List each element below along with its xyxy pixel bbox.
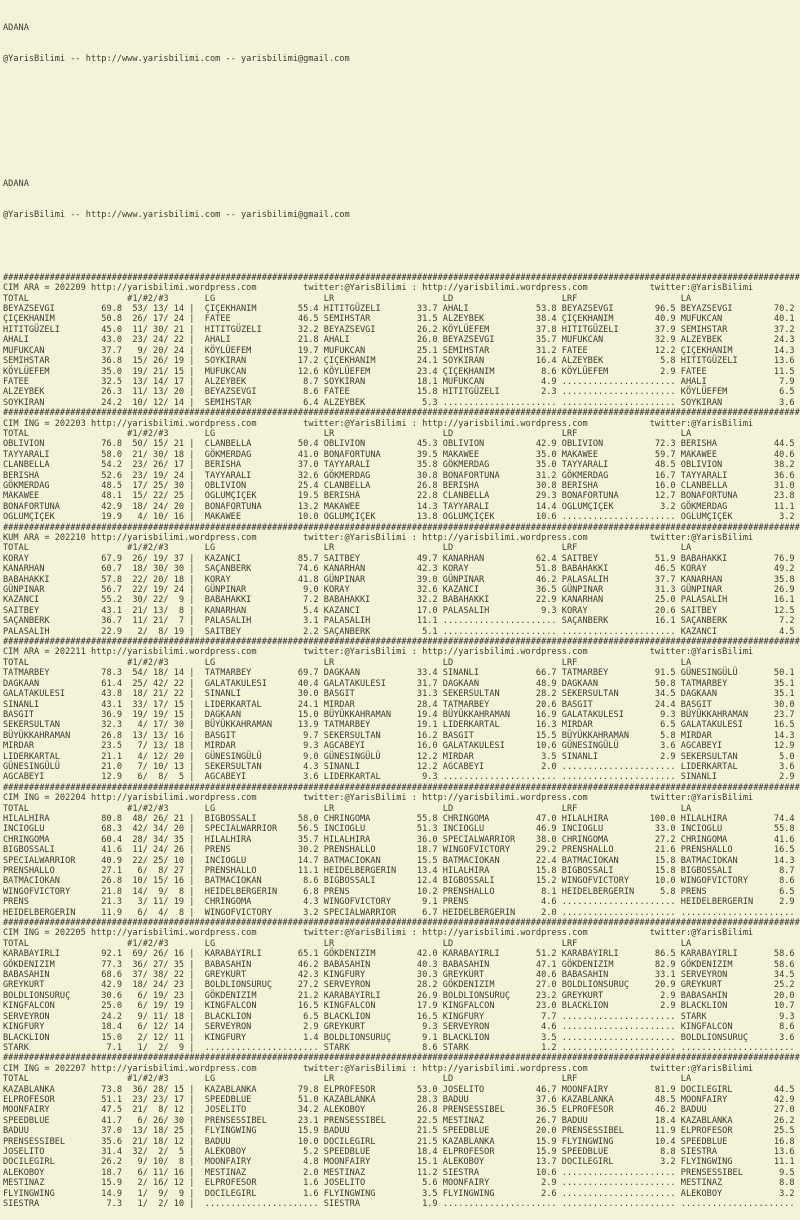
report-section — [3, 523, 800, 637]
data-row: MOONFAIRY 47.5 21/ 8/ 12 | JOSELITO 34.2 ALEKOBOY 26.8 PRENSESSIBEL 36.5 ELPROFESOR 46.2 BADUU 27.0 — [3, 1105, 795, 1116]
data-row: ALEKOBOY 18.7 6/ 11/ 16 | MESTINAZ 2.0 MESTINAZ 11.2 SIESTRA 10.6 ...................... PRENSESSIBEL 9.5 — [3, 1167, 795, 1178]
blank-line — [3, 117, 800, 127]
report-section — [3, 1053, 800, 1209]
separator-line: ########################################################################################################################################################## — [3, 522, 800, 533]
data-row: SAÇANBERK 36.7 11/ 21/ 7 | PALASALIH 3.1 PALASALIH 11.1 ...................... SAÇANBERK 16.1 SAÇANBERK 7.2 — [3, 616, 795, 627]
data-row: SEMIHSTAR 36.8 15/ 26/ 19 | SOYKIRAN 17.2 ÇIÇEKHANIM 24.1 SOYKIRAN 16.4 ALZEYBEK 5.8 HITITGÜZELI 13.6 — [3, 356, 795, 367]
data-row: DOCILEGIRL 26.2 9/ 10/ 8 | MOONFAIRY 4.8 MOONFAIRY 15.1 ALEKOBOY 13.7 DOCILEGIRL 3.2 FLYINGWING 11.1 — [3, 1157, 795, 1168]
masthead-city: ADANA — [3, 22, 29, 33]
data-row: SPEEDBLUE 41.7 6/ 26/ 30 | PRENSESSIBEL 23.1 PRENSESSIBEL 22.5 MESTINAZ 26.7 BADUU 18.4 KAZABLANKA 26.2 — [3, 1115, 795, 1126]
section-title-line: KUM ARA = 202210 http://yarisbilimi.wordpress.com twitter:@YarisBilimi : http://yarisbilimi.wordpress.com twitter:@YarisBilimi — [3, 533, 754, 543]
data-row: KINGFALCON 25.0 6/ 19/ 19 | KINGFALCON 16.5 KINGFALCON 17.9 KINGFALCON 23.0 BLACKLION 2.9 BLACKLION 10.7 — [3, 1001, 795, 1012]
blank-line — [3, 242, 800, 252]
data-row: KARABAYIRLI 92.1 69/ 26/ 16 | KARABAYIRLI 65.1 GÖKDENIZIM 42.0 KARABAYIRLI 51.2 KARABAYIRLI 86.5 KARABAYIRLI 58.6 — [3, 949, 795, 960]
column-header-line: TOTAL #1/#2/#3 LG LR LD LRF LA — [3, 293, 692, 304]
data-row: SOYKIRAN 24.2 10/ 12/ 14 | SEMIHSTAR 6.4 ALZEYBEK 5.3 ...................... ...................... SOYKIRAN 3.6 — [3, 397, 795, 408]
data-row: BATMACIOKAN 26.8 10/ 15/ 16 | BATMACIOKAN 8.6 BIGBOSSALI 12.4 BIGBOSSALI 15.2 WINGOFVICTORY 10.0 WINGOFVICTORY 8.6 — [3, 876, 795, 887]
section-title-line: CIM ING = 202204 http://yarisbilimi.wordpress.com twitter:@YarisBilimi : http://yarisbilimi.wordpress.com twitter:@YarisBilimi — [3, 793, 754, 804]
column-header-line: TOTAL #1/#2/#3 LG LR LD LRF LA — [3, 543, 692, 554]
data-row: JOSELITO 31.4 32/ 2/ 5 | ALEKOBOY 5.2 SPEEDBLUE 18.4 ELPROFESOR 15.9 SPEEDBLUE 8.8 SIESTRA 13.6 — [3, 1146, 795, 1157]
data-row: PALASALIH 22.9 2/ 8/ 19 | SAITBEY 2.2 SAÇANBERK 5.1 ...................... ...................... KAZANCI 4.5 — [3, 626, 795, 637]
data-row: TAYYARALI 58.0 21/ 30/ 18 | GÖKMERDAG 41.0 BONAFORTUNA 39.5 MAKAWEE 35.0 MAKAWEE 59.7 MAKAWEE 40.6 — [3, 449, 795, 460]
data-row: HEIDELBERGERIN 11.9 6/ 4/ 8 | WINGOFVICTORY 3.2 SPECIALWARRIOR 6.7 HEIDELBERGERIN 2.0 ...................... ...................... — [3, 907, 795, 918]
data-row: CLANBELLA 54.2 23/ 26/ 17 | BERISHA 37.0 TAYYARALI 35.8 GÖKMERDAG 35.0 TAYYARALI 48.5 OBLIVION 38.2 — [3, 460, 795, 471]
separator-line: ########################################################################################################################################################## — [3, 408, 800, 419]
column-header-line: TOTAL #1/#2/#3 LG LR LD LRF LA — [3, 428, 692, 439]
data-row: BABAHAKKI 57.8 22/ 20/ 18 | KORAY 41.8 GÜNPINAR 39.0 GÜNPINAR 46.2 PALASALIH 37.7 KANARHAN 35.8 — [3, 574, 795, 585]
data-row: BEYAZSEVGI 69.8 53/ 13/ 14 | ÇIÇEKHANIM 55.4 HITITGÜZELI 33.7 AHALI 53.8 BEYAZSEVGI 96.5 BEYAZSEVGI 70.2 — [3, 304, 795, 315]
report-sections — [3, 273, 800, 1210]
data-row: BIGBOSSALI 41.6 11/ 24/ 26 | PRENS 30.2 PRENSHALLO 18.7 WINGOFVICTORY 29.2 PRENSHALLO 21.6 PRENSHALLO 16.5 — [3, 845, 795, 856]
column-header-line: TOTAL #1/#2/#3 LG LR LD LRF LA — [3, 657, 692, 668]
data-row: OBLIVION 76.8 50/ 15/ 21 | CLANBELLA 50.4 OBLIVION 45.3 OBLIVION 42.9 OBLIVION 72.3 BERISHA 44.5 — [3, 439, 795, 450]
data-row: SINANLI 43.1 33/ 17/ 15 | LIDERKARTAL 24.1 MIRDAR 28.4 TATMARBEY 20.6 BASGIT 24.4 BASGIT 30.0 — [3, 699, 795, 710]
section-title-line: CIM ARA = 202209 http://yarisbilimi.wordpress.com twitter:@YarisBilimi : http://yarisbilimi.wordpress.com twitter:@YarisBilimi — [3, 283, 754, 294]
data-row: PRENSESSIBEL 35.6 21/ 18/ 12 | BADUU 10.0 DOCILEGIRL 21.5 KAZABLANKA 15.9 FLYINGWING 10.4 SPEEDBLUE 16.8 — [3, 1136, 795, 1147]
section-title-line: CIM ARA = 202211 http://yarisbilimi.wordpress.com twitter:@YarisBilimi : http://yarisbilimi.wordpress.com twitter:@YarisBilimi — [3, 647, 754, 658]
data-row: INCIOGLU 68.3 42/ 34/ 20 | SPECIALWARRIOR 56.5 INCIOGLU 51.3 INCIOGLU 46.9 INCIOGLU 33.0 INCIOGLU 55.8 — [3, 824, 795, 835]
data-row: GREYKURT 42.9 18/ 24/ 23 | BOLDLIONSURUÇ 27.2 SERVEYRON 28.2 GÖKDENIZIM 27.0 BOLDLIONSURUÇ 20.9 GREYKURT 25.2 — [3, 980, 795, 991]
separator-line: ########################################################################################################################################################## — [3, 782, 800, 793]
data-row: WINGOFVICTORY 21.8 14/ 9/ 8 | HEIDELBERGERIN 6.8 PRENS 10.2 PRENSHALLO 8.1 HEIDELBERGERIN 5.8 PRENS 6.5 — [3, 886, 795, 897]
data-row: CHRINGOMA 60.4 28/ 34/ 35 | HILALHIRA 35.7 HILALHIRA 36.0 SPECIALWARRIOR 38.0 CHRINGOMA 27.2 CHRINGOMA 41.6 — [3, 834, 795, 845]
column-header-line: TOTAL #1/#2/#3 LG LR LD LRF LA — [3, 1074, 692, 1085]
data-row: BABASAHIN 68.6 37/ 38/ 22 | GREYKURT 42.3 KINGFURY 30.3 GREYKURT 40.6 BABASAHIN 33.1 SERVEYRON 34.5 — [3, 970, 795, 981]
report-section — [3, 637, 800, 783]
masthead-city: ADANA — [3, 179, 29, 190]
section-title-line: CIM ING = 202203 http://yarisbilimi.wordpress.com twitter:@YarisBilimi : http://yarisbilimi.wordpress.com twitter:@YarisBilimi — [3, 418, 754, 429]
data-row: BERISHA 52.6 23/ 19/ 24 | TAYYARALI 32.6 GÖKMERDAG 30.8 BONAFORTUNA 31.2 GÖKMERDAG 16.7 TAYYARALI 36.6 — [3, 470, 795, 481]
data-row: MAKAWEE 48.1 15/ 22/ 25 | OGLUMÇIÇEK 19.5 BERISHA 22.8 CLANBELLA 29.3 BONAFORTUNA 12.7 BONAFORTUNA 23.8 — [3, 491, 795, 502]
data-row: BONAFORTUNA 42.9 18/ 24/ 20 | BONAFORTUNA 13.2 MAKAWEE 14.3 TAYYARALI 14.4 OGLUMÇIÇEK 3.2 GÖKMERDAG 11.1 — [3, 501, 795, 512]
data-row: BASGIT 36.9 19/ 19/ 15 | DAGKAAN 15.0 BÜYÜKKAHRAMAN 19.4 BÜYÜKKAHRAMAN 16.9 GALATAKULESI 9.3 BÜYÜKKAHRAMAN 23.7 — [3, 709, 795, 720]
data-row: FATEE 32.5 13/ 14/ 17 | ALZEYBEK 8.7 SOYKIRAN 18.1 MUFUKCAN 4.9 ...................... AHALI 7.9 — [3, 376, 795, 387]
report-section — [3, 408, 800, 522]
data-row: KORAY 67.9 26/ 19/ 37 | KAZANCI 85.7 SAITBEY 49.7 KANARHAN 62.4 SAITBEY 51.9 BABAHAKKI 76.9 — [3, 553, 795, 564]
data-row: GÜNPINAR 56.7 22/ 19/ 24 | GÜNPINAR 9.0 KORAY 32.6 KAZANCI 36.5 GÜNPINAR 31.3 GÜNPINAR 26.9 — [3, 585, 795, 596]
data-row: MESTINAZ 15.9 2/ 16/ 12 | ELPROFESOR 1.6 JOSELITO 5.6 MOONFAIRY 2.9 ...................... MESTINAZ 8.8 — [3, 1178, 795, 1189]
data-row: STARK 7.1 1/ 2/ 9 | ...................... STARK 8.6 STARK 1.2 ...................... ...................... — [3, 1042, 795, 1053]
data-row: GALATAKULESI 43.8 18/ 21/ 22 | SINANLI 30.0 BASGIT 31.3 SEKERSULTAN 28.2 SEKERSULTAN 34.5 DAGKAAN 35.1 — [3, 689, 795, 700]
data-row: SEKERSULTAN 32.3 4/ 17/ 30 | BÜYÜKKAHRAMAN 13.9 TATMARBEY 19.1 LIDERKARTAL 16.3 MIRDAR 6.5 GALATAKULESI 16.5 — [3, 720, 795, 731]
data-row: DAGKAAN 61.4 25/ 42/ 22 | GALATAKULESI 40.4 GALATAKULESI 31.7 DAGKAAN 48.9 DAGKAAN 50.8 TATMARBEY 35.1 — [3, 678, 795, 689]
separator-line: ########################################################################################################################################################## — [3, 272, 800, 283]
data-row: KINGFURY 18.4 6/ 12/ 14 | SERVEYRON 2.9 GREYKURT 9.3 SERVEYRON 4.6 ...................... KINGFALCON 8.6 — [3, 1022, 795, 1033]
section-title-line: CIM ING = 202205 http://yarisbilimi.wordpress.com twitter:@YarisBilimi : http://yarisbilimi.wordpress.com twitter:@YarisBilimi — [3, 928, 754, 939]
data-row: KANARHAN 60.7 18/ 30/ 30 | SAÇANBERK 74.6 KANARHAN 42.3 KORAY 51.8 BABAHAKKI 46.5 KORAY 49.2 — [3, 564, 795, 575]
masthead-contact: @YarisBilimi -- http://www.yarisbilimi.com -- yarisbilimi@gmail.com — [3, 54, 350, 65]
blank-line — [3, 148, 800, 158]
data-row: AGCABEYI 12.9 6/ 8/ 5 | AGCABEYI 3.6 LIDERKARTAL 9.3 ...................... ...................... SINANLI 2.9 — [3, 772, 795, 783]
data-row: KÖYLÜEFEM 35.0 19/ 21/ 15 | MUFUKCAN 12.6 KÖYLÜEFEM 23.4 ÇIÇEKHANIM 8.6 KÖYLÜEFEM 2.9 FATEE 11.5 — [3, 366, 795, 377]
data-row: OGLUMÇIÇEK 19.9 4/ 10/ 16 | MAKAWEE 10.0 OGLUMÇIÇEK 13.8 OGLUMÇIÇEK 10.6 ...................... OGLUMÇIÇEK 3.2 — [3, 512, 795, 523]
data-row: SERVEYRON 24.2 9/ 11/ 18 | BLACKLION 6.5 BLACKLION 16.5 KINGFURY 7.7 ...................... STARK 9.3 — [3, 1011, 795, 1022]
report-section — [3, 783, 800, 918]
data-row: HILALHIRA 80.8 48/ 26/ 21 | BIGBOSSALI 58.0 CHRINGOMA 55.8 CHRINGOMA 47.0 HILALHIRA 100.0 HILALHIRA 74.4 — [3, 813, 795, 824]
data-row: BLACKLION 15.0 2/ 12/ 11 | KINGFURY 1.4 BOLDLIONSURUÇ 9.1 BLACKLION 3.5 ...................... BOLDLIONSURUÇ 3.6 — [3, 1032, 795, 1043]
data-row: BOLDLIONSURUÇ 30.6 6/ 19/ 23 | GÖKDENIZIM 21.2 KARABAYIRLI 26.9 BOLDLIONSURUÇ 23.2 GREYKURT 2.9 BABASAHIN 20.0 — [3, 990, 795, 1001]
data-row: ÇIÇEKHANIM 50.8 26/ 17/ 24 | FATEE 46.5 SEMIHSTAR 31.5 ALZEYBEK 38.4 ÇIÇEKHANIM 40.9 MUFUKCAN 40.1 — [3, 314, 795, 325]
data-row: SPECIALWARRIOR 40.9 22/ 25/ 10 | INCIOGLU 14.7 BATMACIOKAN 15.5 BATMACIOKAN 22.4 BATMACIOKAN 15.8 BATMACIOKAN 14.3 — [3, 855, 795, 866]
data-row: PRENS 21.3 3/ 11/ 19 | CHRINGOMA 4.3 WINGOFVICTORY 9.1 PRENS 4.6 ...................... HEIDELBERGERIN 2.9 — [3, 897, 795, 908]
data-row: SIESTRA 7.3 1/ 2/ 10 | ...................... SIESTRA 1.9 ...................... ...................... ...................... — [3, 1199, 795, 1209]
separator-line: ########################################################################################################################################################## — [3, 1053, 800, 1064]
data-row: AHALI 43.0 23/ 24/ 22 | AHALI 21.8 AHALI 26.0 BEYAZSEVGI 35.7 MUFUKCAN 32.9 ALZEYBEK 24.3 — [3, 335, 795, 346]
data-row: KAZANCI 55.2 30/ 22/ 9 | BABAHAKKI 7.2 BABAHAKKI 32.2 BABAHAKKI 22.9 KANARHAN 25.0 PALASALIH 16.1 — [3, 595, 795, 606]
data-row: GÖKDENIZIM 77.3 36/ 27/ 35 | BABASAHIN 46.2 BABASAHIN 40.3 BABASAHIN 47.1 GÖKDENIZIM 82.9 GÖKDENIZIM 58.6 — [3, 959, 795, 970]
masthead-contact: @YarisBilimi -- http://www.yarisbilimi.com -- yarisbilimi@gmail.com — [3, 210, 350, 221]
data-row: MIRDAR 23.5 7/ 13/ 18 | MIRDAR 9.3 AGCABEYI 16.0 GALATAKULESI 10.6 GÜNESINGÜLÜ 3.6 AGCABEYI 12.9 — [3, 741, 795, 752]
data-row: BÜYÜKKAHRAMAN 26.8 13/ 13/ 16 | BASGIT 9.7 SEKERSULTAN 16.2 BASGIT 15.5 BÜYÜKKAHRAMAN 5.8 MIRDAR 14.3 — [3, 730, 795, 741]
data-row: GÖKMERDAG 48.5 17/ 25/ 30 | OBLIVION 25.4 CLANBELLA 26.8 BERISHA 30.8 BERISHA 16.0 CLANBELLA 31.0 — [3, 480, 795, 491]
data-row: SAITBEY 43.1 21/ 13/ 8 | KANARHAN 5.4 KAZANCI 17.0 PALASALIH 9.3 KORAY 20.6 SAITBEY 12.5 — [3, 605, 795, 616]
column-header-line: TOTAL #1/#2/#3 LG LR LD LRF LA — [3, 938, 692, 949]
data-row: HITITGÜZELI 45.0 11/ 30/ 21 | HITITGÜZELI 32.2 BEYAZSEVGI 26.2 KÖYLÜEFEM 37.8 HITITGÜZELI 37.9 SEMIHSTAR 37.2 — [3, 324, 795, 335]
separator-line: ########################################################################################################################################################## — [3, 918, 800, 929]
section-title-line: CIM ING = 202207 http://yarisbilimi.wordpress.com twitter:@YarisBilimi : http://yarisbilimi.wordpress.com twitter:@YarisBilimi — [3, 1063, 754, 1074]
separator-line: ########################################################################################################################################################## — [3, 637, 800, 648]
data-row: PRENSHALLO 27.1 6/ 8/ 27 | PRENSHALLO 11.1 HEIDELBERGERIN 13.4 HILALHIRA 15.8 BIGBOSSALI 15.8 BIGBOSSALI 8.7 — [3, 866, 795, 876]
data-row: KAZABLANKA 73.8 36/ 28/ 15 | KAZABLANKA 79.8 ELPROFESOR 53.0 JOSELITO 46.7 MOONFAIRY 81.9 DOCILEGIRL 44.5 — [3, 1084, 795, 1095]
data-row: FLYINGWING 14.9 1/ 9/ 9 | DOCILEGIRL 1.6 FLYINGWING 3.5 FLYINGWING 2.6 ...................... ALEKOBOY 3.2 — [3, 1188, 795, 1199]
blank-line — [3, 85, 800, 95]
data-row: GÜNESINGÜLÜ 21.0 7/ 10/ 13 | SEKERSULTAN 4.3 SINANLI 12.2 AGCABEYI 2.0 ...................... LIDERKARTAL 3.6 — [3, 761, 795, 772]
data-row: ELPROFESOR 51.1 23/ 23/ 17 | SPEEDBLUE 51.0 KAZABLANKA 28.3 BADUU 37.6 KAZABLANKA 48.5 MOONFAIRY 42.9 — [3, 1094, 795, 1105]
data-row: BADUU 37.0 13/ 18/ 25 | FLYINGWING 15.9 BADUU 21.5 SPEEDBLUE 20.0 PRENSESSIBEL 11.9 ELPROFESOR 25.5 — [3, 1126, 795, 1137]
data-row: TATMARBEY 78.3 54/ 18/ 14 | TATMARBEY 69.7 DAGKAAN 33.4 SINANLI 66.7 TATMARBEY 91.5 GÜNESINGÜLÜ 50.1 — [3, 668, 795, 679]
data-row: ALZEYBEK 26.3 11/ 13/ 20 | BEYAZSEVGI 8.6 FATEE 15.8 HITITGÜZELI 2.3 ...................... KÖYLÜEFEM 6.5 — [3, 387, 795, 398]
data-row: LIDERKARTAL 21.1 4/ 12/ 20 | GÜNESINGÜLÜ 9.0 GÜNESINGÜLÜ 12.2 MIRDAR 3.5 SINANLI 2.9 SEKERSULTAN 5.0 — [3, 751, 795, 762]
report-section — [3, 273, 800, 408]
data-row: MUFUKCAN 37.7 9/ 20/ 24 | KÖYLÜEFEM 19.7 MUFUKCAN 25.1 SEMIHSTAR 31.2 FATEE 12.2 ÇIÇEKHANIM 14.3 — [3, 345, 795, 356]
report-section — [3, 918, 800, 1053]
column-header-line: TOTAL #1/#2/#3 LG LR LD LRF LA — [3, 803, 692, 814]
